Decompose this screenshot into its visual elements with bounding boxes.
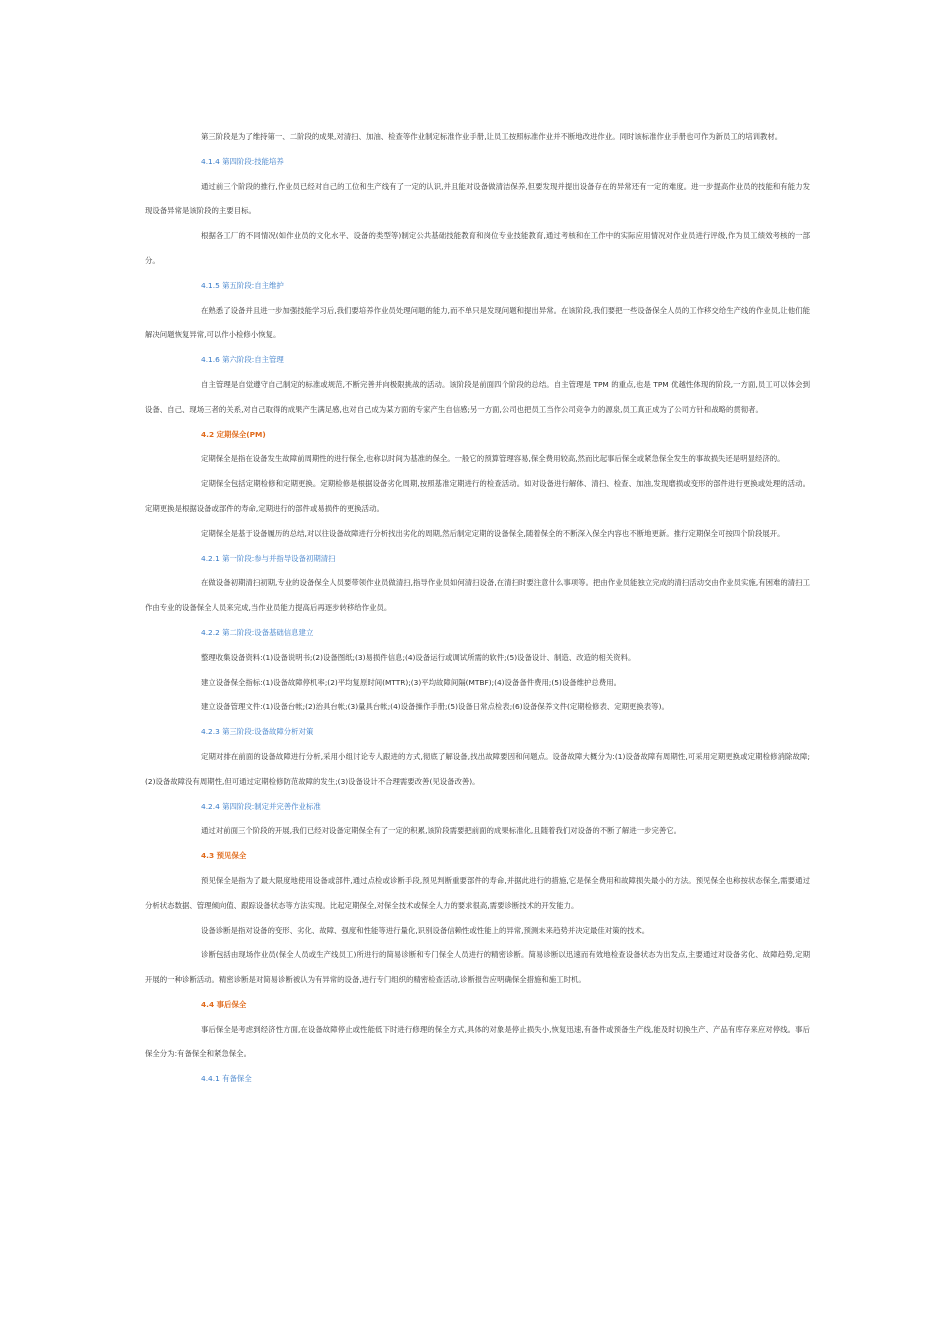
paragraph: 自主管理是自觉遵守自己制定的标准或规范,不断完善并向极限挑战的活动。该阶段是前面四个阶段的总结。自主管理是 TPM 的重点,也是 TPM 优越性体现的阶段,一方面,员工可以体会到设备、自己、现场三者的关系,对自己取得的成果产生满足感,也对自己成为某方面的专家产生自信感;另一方面,公司也把员工当作公司竞争力的源泉,员工真正成为了公司方针和战略的贯彻者。 <box>145 379 810 414</box>
subsection-heading: 4.2.2 第二阶段:设备基础信息建立 <box>201 627 314 637</box>
paragraph: 根据各工厂的不同情况(如作业员的文化水平、设备的类型等)制定公共基础技能教育和岗位专业技能教育,通过考核和在工作中的实际应用情况对作业员进行评级,作为员工绩效考核的一部分。 <box>145 231 810 265</box>
paragraph: 通过前三个阶段的推行,作业员已经对自己的工位和生产线有了一定的认识,并且能对设备做清洁保养,但要发现并提出设备存在的异常还有一定的难度。进一步提高作业员的技能和有能力发现设备异常是该阶段的主要目标。 <box>145 181 810 216</box>
paragraph: 事后保全是考虑到经济性方面,在设备故障停止或性能低下时进行修理的保全方式,具体的对象是停止损失小,恢复迅速,有备件或预备生产线,能及时切换生产、产品有库存来应对停线。事后保全分为:有备保全和紧急保全。 <box>145 1024 810 1059</box>
subsection-heading: 4.1.4 第四阶段:技能培养 <box>201 156 284 166</box>
paragraph: 设备诊断是指对设备的变形、劣化、故障、强度和性能等进行量化,识别设备信赖性或性能上的异常,预测未来趋势并决定最佳对策的技术。 <box>201 925 650 935</box>
subsection-heading: 4.2.1 第一阶段:参与并指导设备初期清扫 <box>201 553 336 563</box>
paragraph: 定期保全是基于设备履历的总结,对以往设备故障进行分析找出劣化的周期,然后制定定期的设备保全,随着保全的不断深入保全内容也不断地更新。推行定期保全可按四个阶段展开。 <box>201 528 785 538</box>
paragraph: 建立设备管理文件:(1)设备台帐;(2)治具台帐;(3)量具台帐;(4)设备操作手册;(5)设备日常点检表;(6)设备保养文件(定期检修表、定期更换表等)。 <box>201 702 669 712</box>
subsection-heading: 4.1.6 第六阶段:自主管理 <box>201 355 284 365</box>
section-heading: 4.3 预见保全 <box>201 851 247 861</box>
paragraph: 第三阶段是为了维持第一、二阶段的成果,对清扫、加油、检查等作业制定标准作业手册,让员工按照标准作业并不断地改进作业。同时该标准作业手册也可作为新员工的培训教材。 <box>201 132 783 141</box>
section-heading: 4.4 事后保全 <box>201 999 247 1009</box>
subsection-heading: 4.2.4 第四阶段:制定并完善作业标准 <box>201 801 321 811</box>
paragraph: 诊断包括由现场作业员(保全人员或生产线员工)所进行的简易诊断和专门保全人员进行的精密诊断。简易诊断以迅速而有效地检查设备状态为出发点,主要通过对设备劣化、故障趋势,定期开展的一种诊断活动。精密诊断是对简易诊断被认为有异常的设备,进行专门组织的精密检查活动,诊断报告应明确保全措施和施工时机。 <box>145 950 810 985</box>
paragraph: 预见保全是指为了最大限度地使用设备或部件,通过点检或诊断手段,预见判断重要部件的寿命,并据此进行的措施,它是保全费用和故障损失最小的方法。预见保全也称按状态保全,需要通过分析状态数据、管理倾向值、跟踪设备状态等方法实现。比起定期保全,对保全技术或保全人力的要求很高,需要诊断技术的开发能力。 <box>145 875 810 910</box>
paragraph: 定期保全包括定期检修和定期更换。定期检修是根据设备劣化周期,按照基准定期进行的检查活动。如对设备进行解体、清扫、检查、加油,发现磨损或变形的部件进行更换或处理的活动。定期更换是根据设备或部件的寿命,定期进行的部件或易损件的更换活动。 <box>145 479 810 513</box>
section-heading: 4.2 定期保全(PM) <box>201 429 266 439</box>
document-body <box>145 125 810 1092</box>
paragraph: 定期对排在前面的设备故障进行分析,采用小组讨论专人跟进的方式,彻底了解设备,找出故障要因和问题点。设备故障大概分为:(1)设备故障有周期性,可采用定期更换或定期检修消除故障;(2)设备故障没有周期性,但可通过定期检修防范故障的发生;(3)设备设计不合理需要改善(见设备改善)。 <box>145 751 810 786</box>
paragraph: 建立设备保全指标:(1)设备故障停机率;(2)平均复原时间(MTTR);(3)平均故障间隔(MTBF);(4)设备备件费用;(5)设备维护总费用。 <box>201 677 621 687</box>
paragraph: 定期保全是指在设备发生故障前周期性的进行保全,也称以时间为基准的保全。一般它的预算管理容易,保全费用较高,然而比起事后保全或紧急保全发生的事故损失还是明显经济的。 <box>201 454 785 464</box>
subsection-heading: 4.1.5 第五阶段:自主维护 <box>201 280 284 290</box>
paragraph: 在熟悉了设备并且进一步加强技能学习后,我们要培养作业员处理问题的能力,而不单只是发现问题和提出异常。在该阶段,我们要把一些设备保全人员的工作移交给生产线的作业员,让他们能解决问题恢复异常,可以作小检修小恢复。 <box>145 305 810 340</box>
paragraph: 整理收集设备资料:(1)设备说明书;(2)设备图纸;(3)易损件信息;(4)设备运行或调试所需的软件;(5)设备设计、制造、改造的相关资料。 <box>201 652 636 662</box>
subsection-heading: 4.4.1 有备保全 <box>201 1074 252 1084</box>
subsection-heading: 4.2.3 第三阶段:设备故障分析对策 <box>201 727 314 737</box>
paragraph: 在做设备初期清扫初期,专业的设备保全人员要带领作业员做清扫,指导作业员如何清扫设备,在清扫时要注意什么事项等。把由作业员能独立完成的清扫活动交由作业员实施,有困难的清扫工作由专业的设备保全人员来完成,当作业员能力提高后再逐步转移给作业员。 <box>145 578 810 613</box>
paragraph: 通过对前面三个阶段的开展,我们已经对设备定期保全有了一定的积累,该阶段需要把前面的成果标准化,且随着我们对设备的不断了解进一步完善它。 <box>201 826 682 836</box>
